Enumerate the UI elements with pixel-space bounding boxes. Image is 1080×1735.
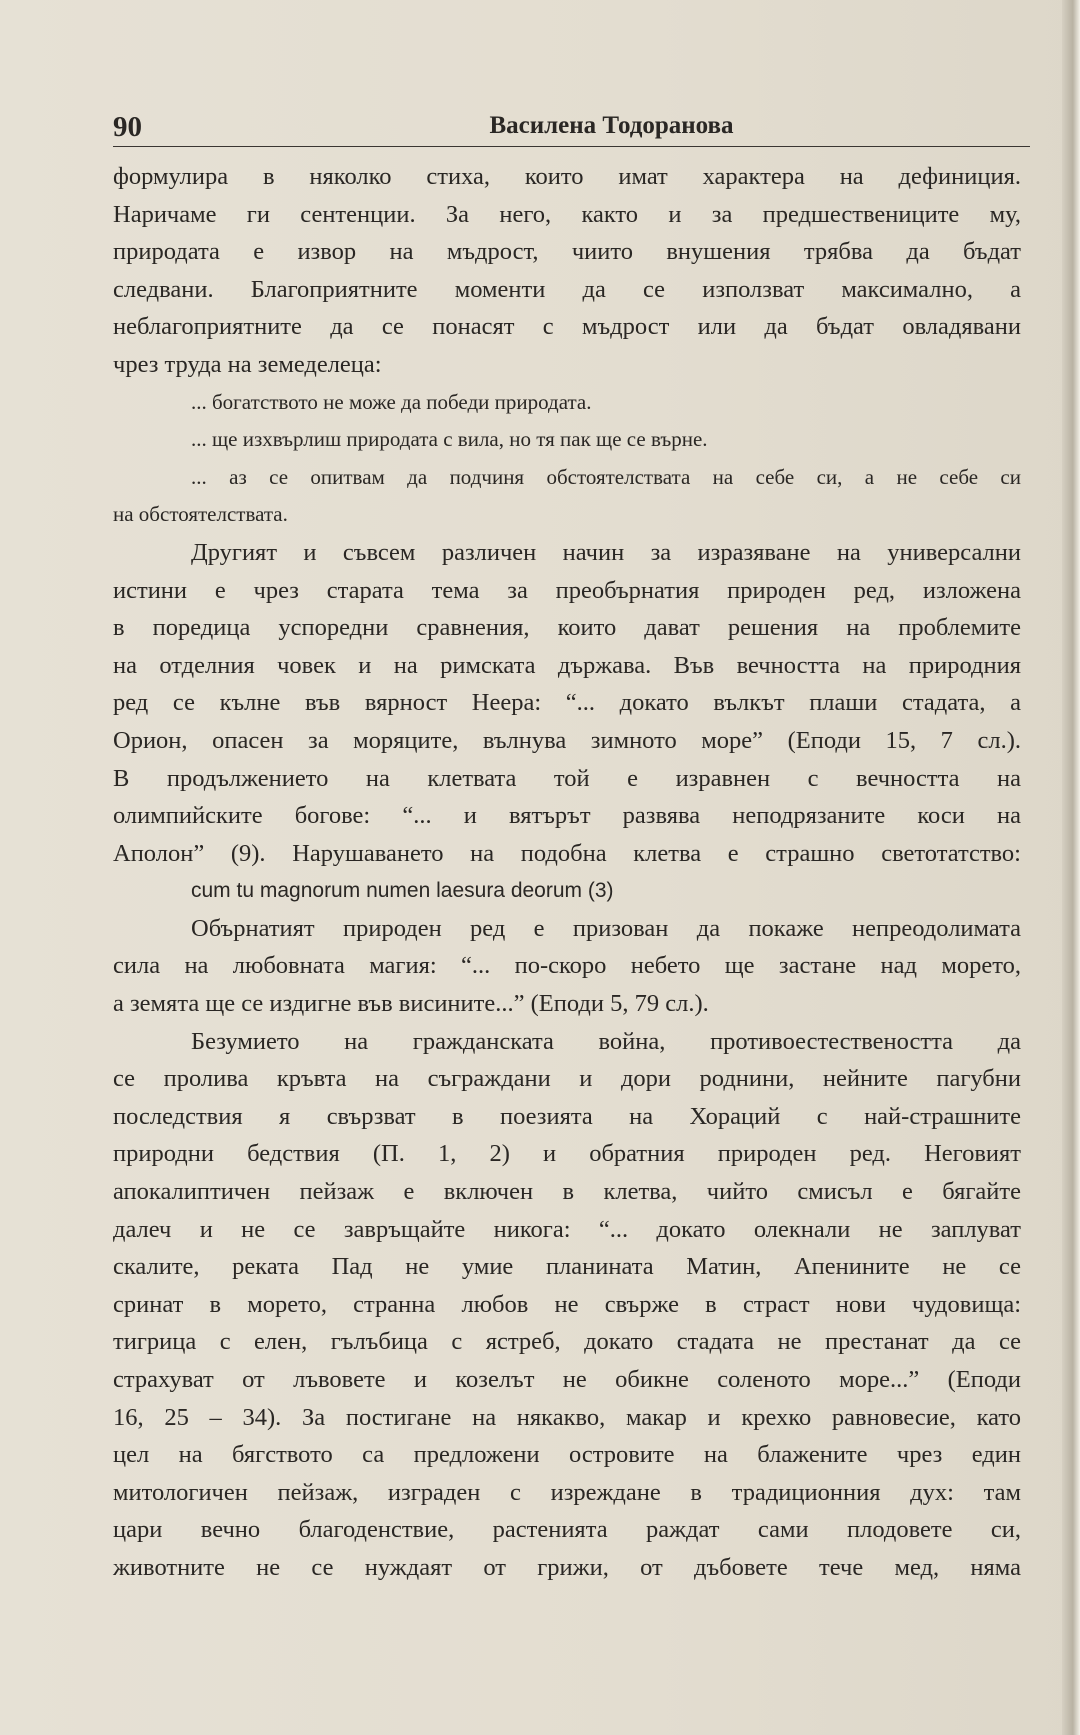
text-line: олимпийските богове: “... и вятърът развява неподрязаните коси на xyxy=(113,802,1021,830)
text-line: формулира в няколко стиха, които имат характера на дефиниция. xyxy=(113,163,1021,190)
quote-line: ... аз се опитвам да подчиня обстоятелствата на себе си, а не себе си xyxy=(191,464,1021,489)
text-line: 16, 25 – 34). За постигане на някакво, макар и крехко равновесие, като xyxy=(113,1403,1021,1431)
running-header xyxy=(113,108,1030,147)
text-line: тигрица с елен, гълъбица с ястреб, докато стадата не престанат да се xyxy=(113,1328,1021,1356)
text-line: природни бедствия (П. 1, 2) и обратния природен ред. Неговият xyxy=(113,1140,1021,1168)
quote-line: на обстоятелствата. xyxy=(113,502,288,527)
text-line: Безумието на гражданската война, противоестествеността да xyxy=(191,1027,1021,1055)
text-line: Наричаме ги сентенции. За него, както и за предшествениците му, xyxy=(113,200,1021,228)
page-number: 90 xyxy=(113,111,142,143)
quote-line: ... богатството не може да победи природата. xyxy=(191,389,592,414)
text-line: в поредица успоредни сравнения, които дават решения на проблемите xyxy=(113,614,1021,642)
text-line: Орион, опасен за моряците, вълнува зимното море” (Еподи 15, 7 сл.). xyxy=(113,726,1021,754)
text-line: сринат в морето, странна любов не свърже в страст нови чудовища: xyxy=(113,1290,1021,1318)
text-line: а земята ще се издигне във висините...” (Еподи 5, 79 сл.). xyxy=(113,990,709,1018)
quote-line: ... ще изхвърлиш природата с вила, но тя пак ще се върне. xyxy=(191,427,708,452)
text-line: животните не се нуждаят от грижи, от дъбовете тече мед, няма xyxy=(113,1553,1021,1581)
running-title: Василена Тодоранова xyxy=(489,112,734,139)
text-line: Обърнатият природен ред е призован да покаже непреодолимата xyxy=(191,914,1021,942)
text-line: В продължението на клетвата той е изравнен с вечността на xyxy=(113,764,1021,792)
body-text xyxy=(113,158,1021,1587)
text-line: ред се кълне във вярност Неера: “... докато вълкът плаши стадата, а xyxy=(113,689,1021,717)
text-line: скалите, реката Пад не умие планината Матин, Апенините не се xyxy=(113,1253,1021,1281)
text-line: на отделния човек и на римската държава. Във вечността на природния xyxy=(113,651,1021,679)
text-line: следвани. Благоприятните моменти да се използват максимално, а xyxy=(113,275,1021,303)
text-line: далеч и не се завръщайте никога: “... докато олекнали не заплуват xyxy=(113,1215,1021,1243)
text-line: истини е чрез старата тема за преобърнатия природен ред, изложена xyxy=(113,576,1021,604)
latin-quote-line: cum tu magnorum numen laesura deorum (3) xyxy=(191,879,614,903)
text-line: цари вечно благоденствие, растенията раждат сами плодовете си, xyxy=(113,1516,1021,1544)
text-line: Аполон” (9). Нарушаването на подобна клетва е страшно светотатство: xyxy=(113,839,1021,867)
text-line: последствия я свързват в поезията на Хораций с най-страшните xyxy=(113,1102,1021,1130)
text-line: природата е извор на мъдрост, чиито внушения трябва да бъдат xyxy=(113,238,1021,266)
text-line: цел на бягството са предложени островите на блажените чрез един xyxy=(113,1441,1021,1469)
text-line: неблагоприятните да се понасят с мъдрост или да бъдат овладявани xyxy=(113,313,1021,341)
text-line: страхуват от лъвовете и козелът не обикне соленото море...” (Еподи xyxy=(113,1366,1021,1393)
text-line: сила на любовната магия: “... по-скоро небето ще застане над морето, xyxy=(113,952,1021,980)
text-line: се пролива кръвта на съграждани и дори роднини, нейните пагубни xyxy=(113,1065,1021,1093)
page-edge xyxy=(1062,0,1080,1735)
text-line: чрез труда на земеделеца: xyxy=(113,350,382,378)
text-line: митологичен пейзаж, изграден с изреждане в традиционния дух: там xyxy=(113,1478,1021,1506)
text-line: Другият и съвсем различен начин за изразяване на универсални xyxy=(191,538,1021,566)
text-line: апокалиптичен пейзаж е включен в клетва, чийто смисъл е бягайте xyxy=(113,1178,1021,1206)
